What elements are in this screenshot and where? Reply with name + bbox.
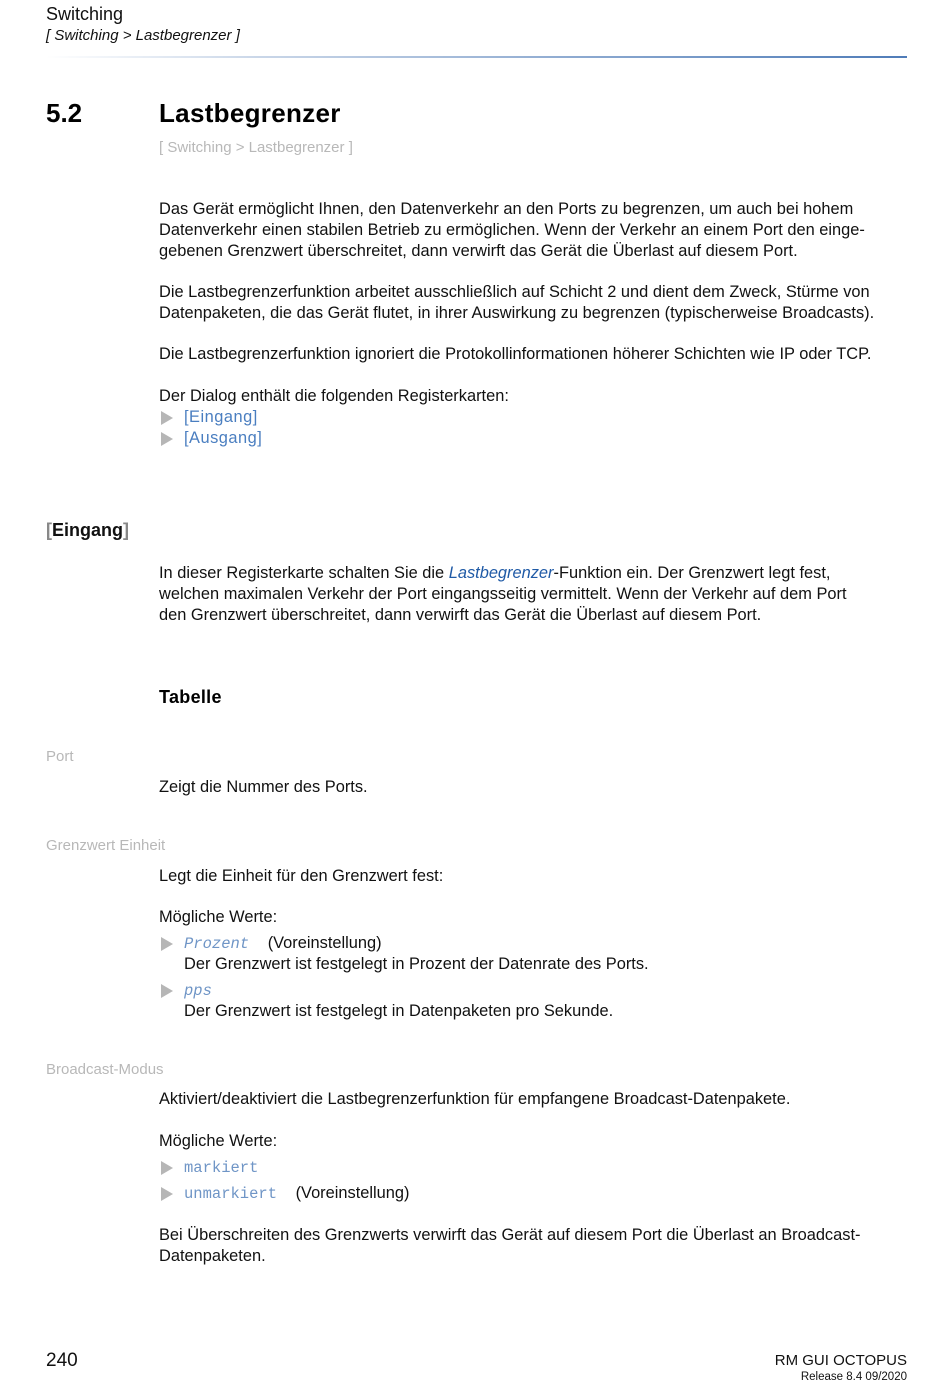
possible-values-label: Mögliche Werte: (159, 1132, 278, 1150)
page-number: 240 (46, 1350, 78, 1371)
table-heading: Tabelle (159, 687, 222, 707)
section-breadcrumb: [ Switching > Lastbegrenzer ] (159, 139, 353, 156)
text-line: Datenverkehr einen stabilen Betrieb zu ermöglichen. Wenn der Verkehr an einem Port den einge- (159, 221, 865, 239)
header-title: Switching (46, 4, 124, 24)
bracket-open: [ (46, 520, 52, 540)
triangle-bullet-icon (161, 411, 173, 425)
text-line: den Grenzwert überschreitet, dann verwirft das Gerät die Überlast auf diesem Port. (159, 606, 762, 624)
triangle-bullet-icon (161, 1161, 173, 1175)
section-number: 5.2 (46, 98, 83, 128)
triangle-bullet-icon (161, 432, 173, 446)
possible-values-label: Mögliche Werte: (159, 908, 278, 926)
intro-paragraph-2 (159, 282, 919, 324)
lastbegrenzer-link[interactable]: Lastbegrenzer (448, 564, 554, 582)
triangle-bullet-icon (161, 1187, 173, 1201)
release-info: Release 8.4 09/2020 (800, 1371, 907, 1383)
field-label-port: Port (46, 748, 74, 765)
triangle-bullet-icon (161, 984, 173, 998)
link-ausgang[interactable]: [Ausgang] (184, 429, 263, 447)
field-desc-grenzwert-einheit: Legt die Einheit für den Grenzwert fest: (159, 867, 444, 885)
list-item (159, 407, 919, 428)
text-fragment: -Funktion ein. Der Grenzwert legt fest, (553, 564, 831, 582)
text-line: Das Gerät ermöglicht Ihnen, den Datenverkehr an den Ports zu begrenzen, um auch bei hohem (159, 200, 854, 218)
header-breadcrumb: [ Switching > Lastbegrenzer ] (46, 27, 240, 44)
field-label-grenzwert-einheit: Grenzwert Einheit (46, 837, 166, 854)
link-eingang[interactable]: [Eingang] (184, 408, 258, 426)
document-name: RM GUI OCTOPUS (774, 1352, 907, 1369)
intro-paragraph-3: Die Lastbegrenzerfunktion ignoriert die Protokollinformationen höherer Schichten wie IP oder TCP. (159, 345, 872, 363)
text-line: Bei Überschreiten des Grenzwerts verwirft das Gerät auf diesem Port die Überlast an Broadcast- (159, 1226, 861, 1244)
list-item (159, 1183, 919, 1204)
value-list-grenzwert-einheit (159, 933, 919, 1022)
bracket-close: ] (123, 520, 129, 540)
broadcast-closing-paragraph (159, 1225, 919, 1267)
list-item (159, 428, 919, 449)
value-prozent: Prozent (184, 935, 250, 953)
list-item (159, 980, 919, 1001)
list-item (159, 1157, 919, 1178)
field-desc-port: Zeigt die Nummer des Ports. (159, 778, 368, 796)
value-markiert: markiert (184, 1159, 259, 1177)
value-pps: pps (184, 982, 212, 1000)
tab-link-list (159, 407, 919, 449)
tab-heading-eingang (46, 520, 129, 541)
value-unmarkiert: unmarkiert (184, 1185, 278, 1203)
value-description: Der Grenzwert ist festgelegt in Prozent der Datenrate des Ports. (184, 955, 649, 973)
intro-paragraph-1 (159, 199, 919, 262)
value-list-broadcast-modus (159, 1157, 919, 1204)
header-divider (46, 56, 907, 58)
tab-heading-label: Eingang (52, 520, 123, 540)
value-description: Der Grenzwert ist festgelegt in Datenpaketen pro Sekunde. (184, 1002, 614, 1020)
intro-paragraph-4: Der Dialog enthält die folgenden Registerkarten: (159, 387, 509, 405)
triangle-bullet-icon (161, 937, 173, 951)
text-line: gebenen Grenzwert überschreitet, dann verwirft das Gerät die Überlast auf diesem Port. (159, 242, 798, 260)
field-desc-broadcast-modus: Aktiviert/deaktiviert die Lastbegrenzerfunktion für empfangene Broadcast-Datenpakete. (159, 1090, 791, 1108)
text-fragment: In dieser Registerkarte schalten Sie die (159, 564, 449, 582)
eingang-paragraph (159, 563, 919, 626)
text-line: Die Lastbegrenzerfunktion arbeitet ausschließlich auf Schicht 2 und dient dem Zweck, Stürme von (159, 283, 870, 301)
text-line (159, 563, 919, 584)
field-label-broadcast-modus: Broadcast-Modus (46, 1061, 164, 1078)
text-line: Datenpaketen, die das Gerät flutet, in ihrer Auswirkung zu begrenzen (typischerweise Broadcasts). (159, 304, 875, 322)
list-item (159, 933, 919, 954)
default-note: (Voreinstellung) (295, 1184, 410, 1202)
section-title: Lastbegrenzer (159, 98, 341, 128)
text-line: Datenpaketen. (159, 1247, 266, 1265)
text-line: welchen maximalen Verkehr der Port eingangsseitig vermittelt. Wenn der Verkehr auf dem Port (159, 585, 847, 603)
default-note: (Voreinstellung) (267, 934, 382, 952)
